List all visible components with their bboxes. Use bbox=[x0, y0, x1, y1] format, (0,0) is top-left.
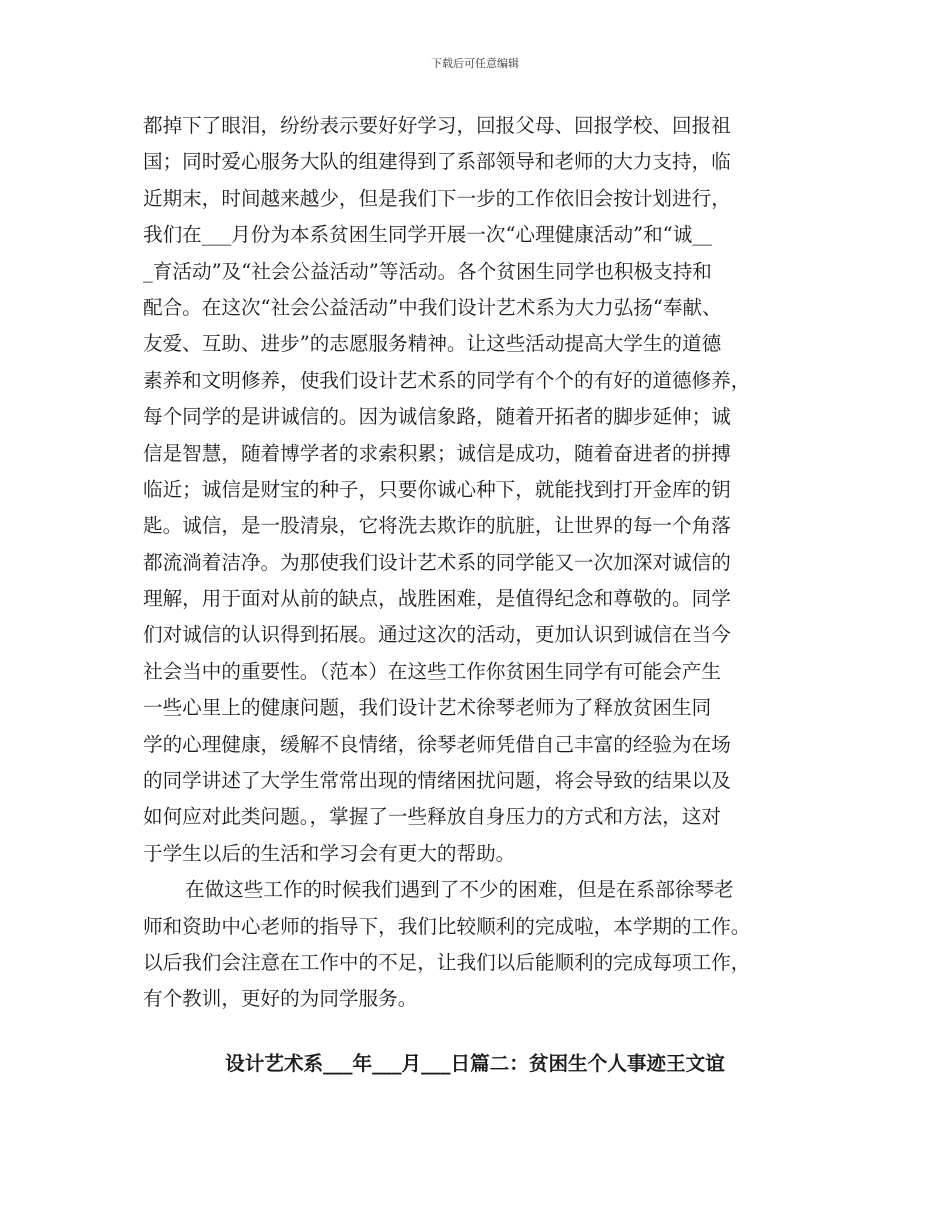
text-line: 一些心里上的健康问题，我们设计艺术徐琴老师为了释放贫困生同 bbox=[143, 696, 712, 720]
text-line: 有个教训，更好的为同学服务。 bbox=[143, 987, 418, 1011]
text-line: 我们在___月份为本系贫困生同学开展一次“心理健康活动”和“诚__ bbox=[143, 223, 712, 247]
text-line: 师和资助中心老师的指导下，我们比较顺利的完成啦，本学期的工作。 bbox=[143, 914, 751, 938]
text-line: 配合。在这次“社会公益活动”中我们设计艺术系为大力弘扬“奉献、 bbox=[143, 295, 722, 319]
text-line: 如何应对此类问题。，掌握了一些释放自身压力的方式和方法，这对 bbox=[143, 805, 722, 829]
section-heading: 设计艺术系___年___月___日篇二：贫困生个人事迹王文谊 bbox=[225, 1052, 725, 1075]
text-line: 社会当中的重要性。（范本）在这些工作你贫困生同学有可能会产生 bbox=[143, 659, 722, 683]
text-line: 素养和文明修养，使我们设计艺术系的同学有个个的有好的道德修养， bbox=[143, 368, 751, 392]
text-line-paragraph-start: 在做这些工作的时候我们遇到了不少的困难，但是在系部徐琴老 bbox=[185, 878, 734, 902]
text-line: 每个同学的是讲诚信的。因为诚信象路，随着开拓者的脚步延伸；诚 bbox=[143, 405, 731, 429]
text-line: 都流淌着洁净。为那使我们设计艺术系的同学能又一次加深对诚信的 bbox=[143, 550, 731, 574]
text-line: _育活动”及“社会公益活动”等活动。各个贫困生同学也积极支持和 bbox=[143, 259, 712, 283]
text-line: 都掉下了眼泪，纷纷表示要好好学习，回报父母、回报学校、回报祖 bbox=[143, 114, 731, 137]
text-line: 于学生以后的生活和学习会有更大的帮助。 bbox=[143, 841, 516, 865]
text-line: 的同学讲述了大学生常常出现的情绪困扰问题，将会导致的结果以及 bbox=[143, 769, 731, 793]
text-line: 理解，用于面对从前的缺点，战胜困难，是值得纪念和尊敬的。同学 bbox=[143, 587, 731, 611]
text-line: 学的心理健康，缓解不良情绪，徐琴老师凭借自己丰富的经验为在场 bbox=[143, 732, 731, 756]
text-line: 国；同时爱心服务大队的组建得到了系部领导和老师的大力支持，临 bbox=[143, 150, 731, 174]
text-line: 友爱、互助、进步”的志愿服务精神。让这些活动提高大学生的道德 bbox=[143, 332, 722, 356]
text-line: 信是智慧，随着博学者的求索积累；诚信是成功，随着奋进者的拼搏 bbox=[143, 441, 731, 465]
text-line: 匙。诚信，是一股清泉，它将洗去欺诈的肮脏，让世界的每一个角落 bbox=[143, 514, 731, 538]
text-line: 临近；诚信是财宝的种子，只要你诚心种下，就能找到打开金库的钥 bbox=[143, 477, 731, 501]
document-body bbox=[143, 108, 813, 1018]
text-line: 以后我们会注意在工作中的不足，让我们以后能顺利的完成每项工作， bbox=[143, 950, 751, 974]
text-line: 近期末，时间越来越少，但是我们下一步的工作依旧会按计划进行， bbox=[143, 186, 731, 210]
text-line: 们对诚信的认识得到拓展。通过这次的活动，更加认识到诚信在当今 bbox=[143, 623, 731, 647]
page-header-note: 下载后可任意编辑 bbox=[431, 57, 519, 70]
